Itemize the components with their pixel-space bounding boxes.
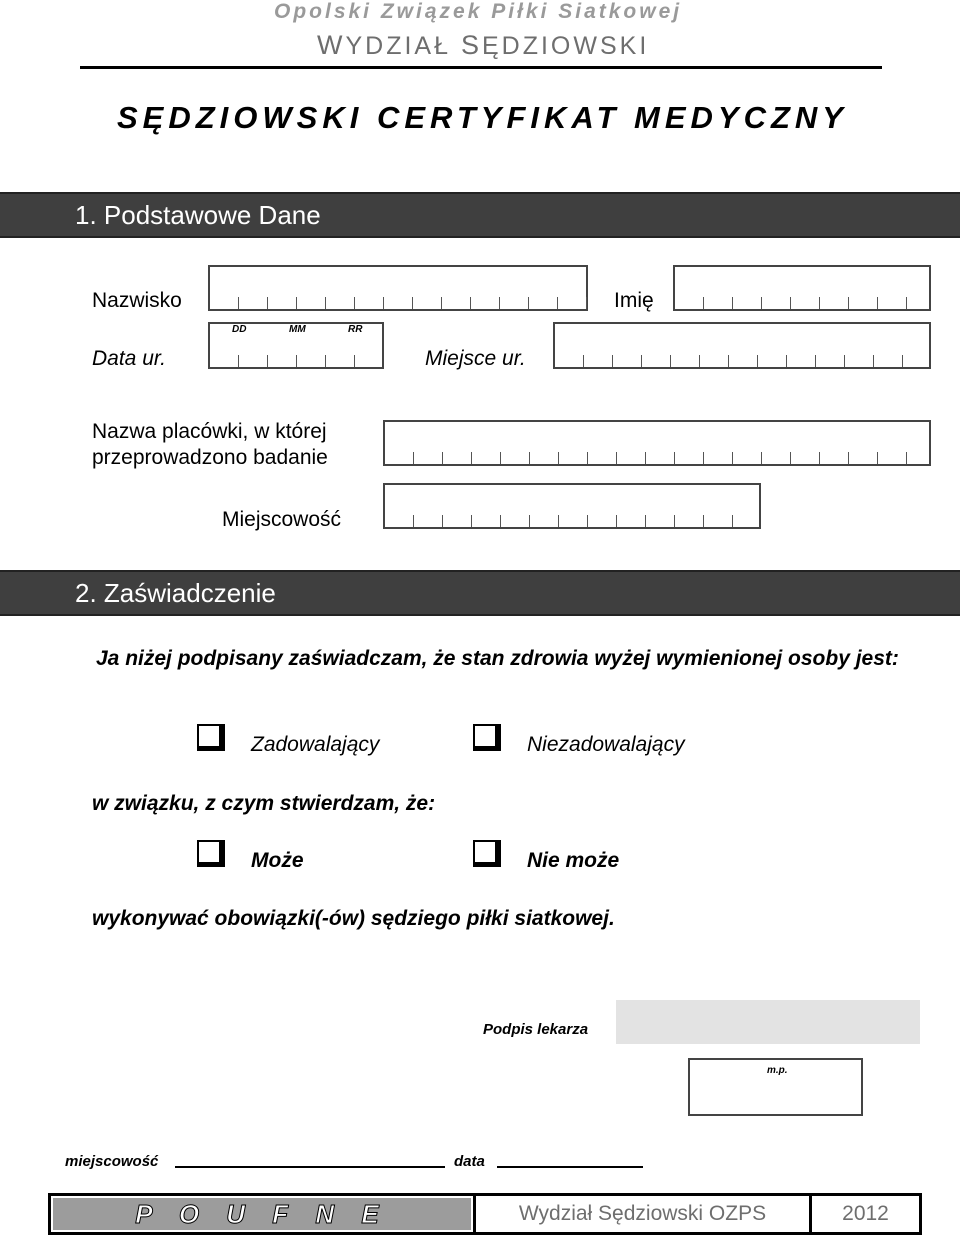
char-cell-divider xyxy=(413,515,414,527)
confidential-label: P O U F N E xyxy=(51,1196,473,1232)
char-cell-divider xyxy=(412,297,413,309)
satisfactory-label: Zadowalający xyxy=(251,733,380,756)
char-cell-divider xyxy=(354,297,355,309)
dob-label: Data ur. xyxy=(92,347,166,370)
char-cell-divider xyxy=(442,515,443,527)
char-cell-divider xyxy=(761,452,762,464)
date-line[interactable] xyxy=(497,1166,643,1168)
city-label: Miejscowość xyxy=(222,508,342,531)
name-field[interactable] xyxy=(673,265,931,311)
char-cell-divider xyxy=(587,452,588,464)
therefore-text: w związku, z czym stwierdzam, że: xyxy=(92,792,436,815)
organization-name: Opolski Związek Piłki Siatkowej xyxy=(274,0,683,23)
char-cell-divider xyxy=(757,355,758,367)
birthplace-field[interactable] xyxy=(553,322,931,369)
char-cell-divider xyxy=(848,452,849,464)
char-cell-divider xyxy=(499,297,500,309)
facility-field[interactable] xyxy=(383,420,931,466)
char-cell-divider xyxy=(732,297,733,309)
department-name: WYDZIAŁ SĘDZIOWSKI xyxy=(317,30,650,60)
char-cell-divider xyxy=(877,452,878,464)
place-label: miejscowość xyxy=(65,1153,159,1170)
char-cell-divider xyxy=(641,355,642,367)
char-cell-divider xyxy=(815,355,816,367)
char-cell-divider xyxy=(470,297,471,309)
char-cell-divider xyxy=(325,355,326,367)
stamp-label: m.p. xyxy=(767,1065,788,1076)
section-2-header xyxy=(0,570,960,616)
char-cell-divider xyxy=(732,515,733,527)
char-cell-divider xyxy=(732,452,733,464)
char-cell-divider xyxy=(790,452,791,464)
char-cell-divider xyxy=(819,297,820,309)
city-field[interactable] xyxy=(383,483,761,529)
char-cell-divider xyxy=(670,355,671,367)
section-2-title: 2. Zaświadczenie xyxy=(75,578,276,608)
char-cell-divider xyxy=(587,515,588,527)
char-cell-divider xyxy=(586,297,587,309)
unsatisfactory-checkbox[interactable] xyxy=(473,724,501,751)
char-cell-divider xyxy=(529,515,530,527)
header-divider xyxy=(80,66,882,69)
char-cell-divider xyxy=(616,452,617,464)
document-title: SĘDZIOWSKI CERTYFIKAT MEDYCZNY xyxy=(117,100,848,135)
char-cell-divider xyxy=(238,355,239,367)
char-cell-divider xyxy=(583,355,584,367)
char-cell-divider xyxy=(238,297,239,309)
char-cell-divider xyxy=(441,297,442,309)
char-cell-divider xyxy=(267,355,268,367)
char-cell-divider xyxy=(267,297,268,309)
char-cell-divider xyxy=(906,452,907,464)
char-cell-divider xyxy=(325,297,326,309)
stamp-box[interactable] xyxy=(688,1058,863,1116)
char-cell-divider xyxy=(786,355,787,367)
char-cell-divider xyxy=(500,452,501,464)
issuer-label: Wydział Sędziowski OZPS xyxy=(473,1196,809,1232)
char-cell-divider xyxy=(848,297,849,309)
char-cell-divider xyxy=(383,297,384,309)
can-label: Może xyxy=(251,849,304,872)
doctor-signature-label: Podpis lekarza xyxy=(483,1021,589,1038)
char-cell-divider xyxy=(354,355,355,367)
char-cell-divider xyxy=(844,355,845,367)
char-cell-divider xyxy=(703,297,704,309)
dob-day-hint: DD xyxy=(232,324,247,335)
doctor-signature-field[interactable] xyxy=(616,1000,920,1044)
char-cell-divider xyxy=(902,355,903,367)
char-cell-divider xyxy=(761,297,762,309)
name-label: Imię xyxy=(614,289,654,312)
section-1-header xyxy=(0,192,960,238)
surname-label: Nazwisko xyxy=(92,289,182,312)
footer-bar xyxy=(48,1193,922,1235)
cannot-label: Nie może xyxy=(527,849,620,872)
char-cell-divider xyxy=(873,355,874,367)
char-cell-divider xyxy=(877,297,878,309)
char-cell-divider xyxy=(296,355,297,367)
char-cell-divider xyxy=(528,297,529,309)
facility-label-line2: przeprowadzono badanie xyxy=(92,446,328,469)
date-label: data xyxy=(454,1153,485,1170)
char-cell-divider xyxy=(296,297,297,309)
char-cell-divider xyxy=(471,452,472,464)
char-cell-divider xyxy=(616,515,617,527)
facility-label-line1: Nazwa placówki, w której xyxy=(92,420,327,443)
char-cell-divider xyxy=(906,297,907,309)
char-cell-divider xyxy=(558,515,559,527)
char-cell-divider xyxy=(703,515,704,527)
char-cell-divider xyxy=(471,515,472,527)
char-cell-divider xyxy=(674,452,675,464)
section-1-title: 1. Podstawowe Dane xyxy=(75,200,321,230)
char-cell-divider xyxy=(529,452,530,464)
dob-year-hint: RR xyxy=(348,324,363,335)
char-cell-divider xyxy=(442,452,443,464)
char-cell-divider xyxy=(790,297,791,309)
char-cell-divider xyxy=(500,515,501,527)
surname-field[interactable] xyxy=(208,265,588,311)
char-cell-divider xyxy=(674,515,675,527)
char-cell-divider xyxy=(557,297,558,309)
char-cell-divider xyxy=(728,355,729,367)
char-cell-divider xyxy=(413,452,414,464)
dob-month-hint: MM xyxy=(289,324,306,335)
cannot-checkbox[interactable] xyxy=(473,840,501,867)
place-line[interactable] xyxy=(175,1166,445,1168)
can-checkbox[interactable] xyxy=(197,840,225,867)
char-cell-divider xyxy=(612,355,613,367)
char-cell-divider xyxy=(699,355,700,367)
char-cell-divider xyxy=(703,452,704,464)
satisfactory-checkbox[interactable] xyxy=(197,724,225,751)
year-label: 2012 xyxy=(809,1196,919,1232)
char-cell-divider xyxy=(819,452,820,464)
duties-text: wykonywać obowiązki(-ów) sędziego piłki siatkowej. xyxy=(92,907,615,930)
char-cell-divider xyxy=(558,452,559,464)
char-cell-divider xyxy=(645,515,646,527)
char-cell-divider xyxy=(645,452,646,464)
health-statement: Ja niżej podpisany zaświadczam, że stan zdrowia wyżej wymienionej osoby jest: xyxy=(96,647,899,670)
birthplace-label: Miejsce ur. xyxy=(425,347,526,370)
unsatisfactory-label: Niezadowalający xyxy=(527,733,685,756)
